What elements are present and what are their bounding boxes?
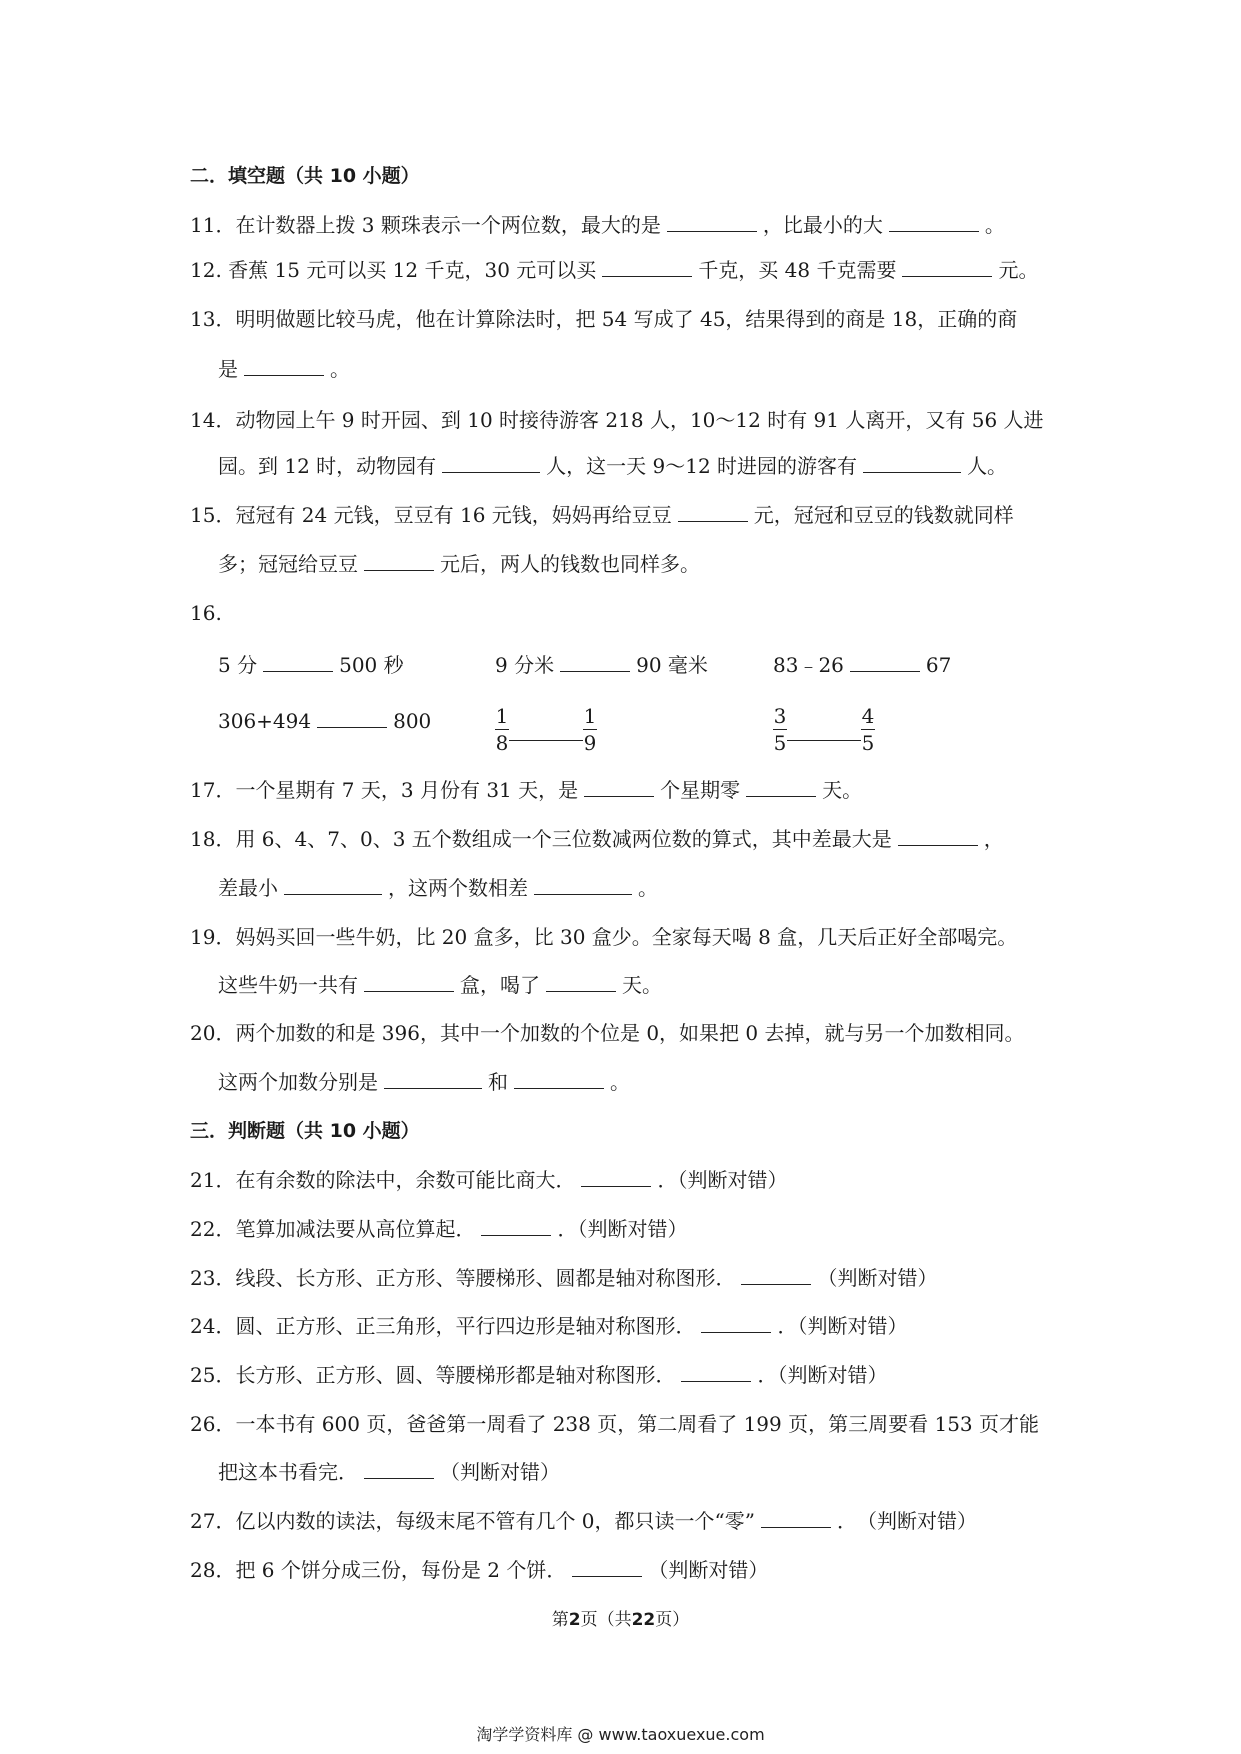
answer-blank[interactable] <box>850 651 920 672</box>
section-heading-fill: 二．填空题（共 10 小题） <box>190 165 420 187</box>
answer-blank[interactable] <box>902 256 992 277</box>
answer-blank[interactable] <box>787 740 861 741</box>
question-21: 21．在有余数的除法中，余数可能比商大． ．（判断对错） <box>190 1168 788 1192</box>
fraction: $\frac{1}{8}$ <box>495 704 509 755</box>
answer-blank[interactable] <box>584 776 654 797</box>
question-23: 23．线段、长方形、正方形、等腰梯形、圆都是轴对称图形． （判断对错） <box>190 1266 938 1290</box>
page-footer: 第2页（共22页） <box>551 1610 690 1630</box>
question-19-cont: 这些牛奶一共有 盒，喝了 天。 <box>218 973 662 997</box>
fraction: $\frac{1}{9}$ <box>583 704 597 755</box>
answer-blank[interactable] <box>898 825 978 846</box>
question-20-cont: 这两个加数分别是 和 。 <box>218 1070 630 1094</box>
section-heading-judge: 三．判断题（共 10 小题） <box>190 1120 420 1142</box>
watermark: 淘学学资料库 @ www.taoxuexue.com <box>476 1725 765 1744</box>
question-25: 25．长方形、正方形、圆、等腰梯形都是轴对称图形． ．（判断对错） <box>190 1363 888 1387</box>
answer-blank[interactable] <box>534 874 632 895</box>
answer-blank[interactable] <box>602 256 692 277</box>
fraction: $\frac{3}{5}$ <box>773 704 787 755</box>
answer-blank[interactable] <box>263 651 333 672</box>
question-18-cont: 差最小 ，这两个数相差 。 <box>218 876 658 900</box>
question-24: 24．圆、正方形、正三角形，平行四边形是轴对称图形． ．（判断对错） <box>190 1314 908 1338</box>
answer-blank[interactable] <box>889 211 979 232</box>
question-19: 19．妈妈买回一些牛奶，比 20 盒多，比 30 盒少。全家每天喝 8 盒，几天后正好全部喝完。 <box>190 925 1018 949</box>
answer-blank[interactable] <box>667 211 757 232</box>
answer-blank[interactable] <box>364 1458 434 1479</box>
question-22: 22．笔算加减法要从高位算起． ．（判断对错） <box>190 1217 688 1241</box>
question-26: 26．一本书有 600 页，爸爸第一周看了 238 页，第二周看了 199 页，第三周要看 153 页才能 <box>190 1412 1040 1436</box>
question-18: 18．用 6、4、7、0、3 五个数组成一个三位数减两位数的算式，其中差最大是 ， <box>190 827 1004 851</box>
answer-blank[interactable] <box>572 1556 642 1577</box>
answer-blank[interactable] <box>761 1507 831 1528</box>
answer-blank[interactable] <box>863 452 961 473</box>
question-17: 17．一个星期有 7 天，3 月份有 31 天，是 个星期零 天。 <box>190 778 863 802</box>
compare-item: 83﹣26 67 <box>773 653 952 677</box>
question-13: 13．明明做题比较马虎，他在计算除法时，把 54 写成了 45，结果得到的商是 18，正确的商 <box>190 307 1018 331</box>
question-15: 15．冠冠有 24 元钱，豆豆有 16 元钱，妈妈再给豆豆 元，冠冠和豆豆的钱数就同样 <box>190 503 1014 527</box>
question-20: 20．两个加数的和是 396，其中一个加数的个位是 0，如果把 0 去掉，就与另一个加数相同。 <box>190 1021 1025 1045</box>
answer-blank[interactable] <box>514 1068 604 1089</box>
compare-item: 306+494 800 <box>218 709 432 733</box>
answer-blank[interactable] <box>701 1312 771 1333</box>
answer-blank[interactable] <box>364 971 454 992</box>
question-14-cont: 园。到 12 时，动物园有 人，这一天 9～12 时进园的游客有 人。 <box>218 454 1008 478</box>
question-13-cont: 是 。 <box>218 357 350 381</box>
compare-item: 5 分 500 秒 <box>218 653 404 677</box>
answer-blank[interactable] <box>741 1264 811 1285</box>
answer-blank[interactable] <box>481 1215 551 1236</box>
question-26-cont: 把这本书看完． （判断对错） <box>218 1460 560 1484</box>
answer-blank[interactable] <box>244 355 324 376</box>
question-28: 28．把 6 个饼分成三份，每份是 2 个饼． （判断对错） <box>190 1558 769 1582</box>
answer-blank[interactable] <box>546 971 616 992</box>
question-14: 14．动物园上午 9 时开园、到 10 时接待游客 218 人，10～12 时有 91 人离开，又有 56 人进 <box>190 408 1044 432</box>
compare-item: 9 分米 90 毫米 <box>495 653 708 677</box>
answer-blank[interactable] <box>284 874 382 895</box>
answer-blank[interactable] <box>317 707 387 728</box>
answer-blank[interactable] <box>509 740 583 741</box>
answer-blank[interactable] <box>384 1068 482 1089</box>
question-27: 27．亿以内数的读法，每级末尾不管有几个 0，都只读一个“零” ． （判断对错） <box>190 1509 977 1533</box>
question-16: 16. <box>190 601 222 625</box>
answer-blank[interactable] <box>581 1166 651 1187</box>
question-12: 12. 香蕉 15 元可以买 12 千克，30 元可以买 千克，买 48 千克需要 元。 <box>190 258 1039 282</box>
answer-blank[interactable] <box>442 452 540 473</box>
fraction: $\frac{4}{5}$ <box>861 704 875 755</box>
question-15-cont: 多；冠冠给豆豆 元后，两人的钱数也同样多。 <box>218 552 700 576</box>
answer-blank[interactable] <box>560 651 630 672</box>
answer-blank[interactable] <box>364 550 434 571</box>
answer-blank[interactable] <box>678 501 748 522</box>
question-11: 11．在计数器上拨 3 颗珠表示一个两位数，最大的是 ，比最小的大 。 <box>190 213 1005 237</box>
answer-blank[interactable] <box>746 776 816 797</box>
answer-blank[interactable] <box>681 1361 751 1382</box>
